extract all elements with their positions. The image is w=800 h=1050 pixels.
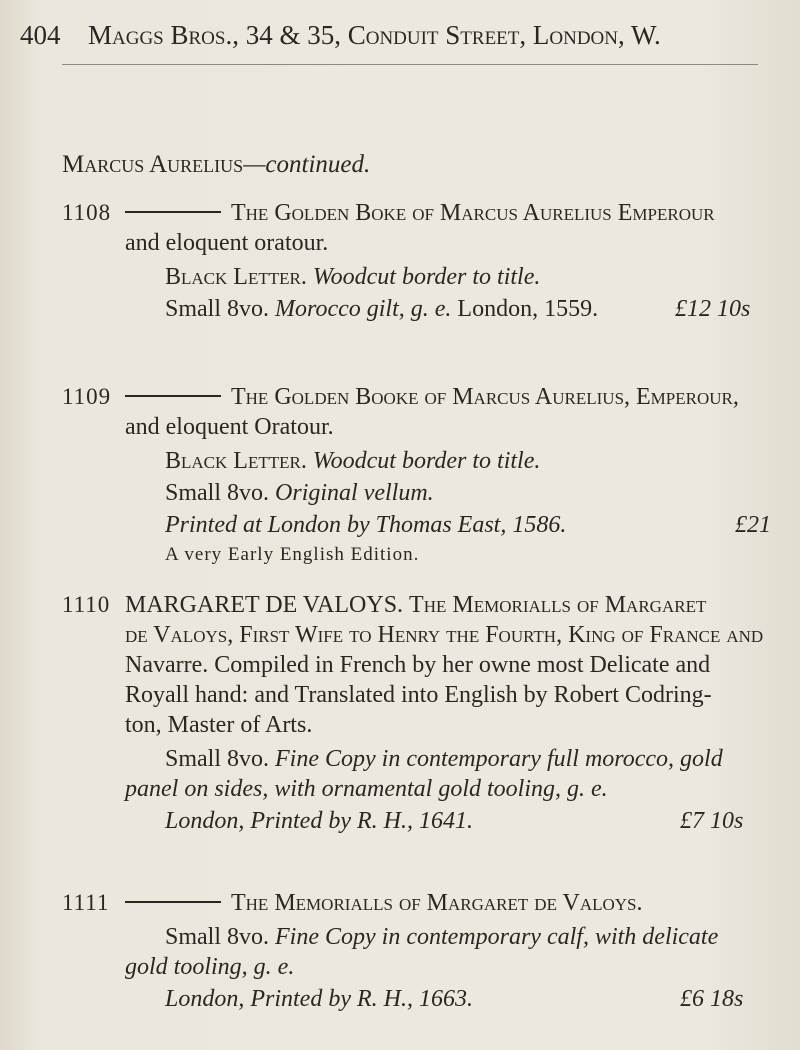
entry-title-line: The Memorialls of Margaret de Valoys. <box>125 888 790 918</box>
section-continued: —continued. <box>243 151 371 178</box>
entry-price: £21 <box>735 512 771 538</box>
entry-format-line: Small 8vo. Original vellum. <box>165 480 434 506</box>
entry-format-line: Small 8vo. Morocco gilt, g. e. London, 1559. <box>165 296 599 322</box>
entry-number: 1111 <box>62 890 110 915</box>
entry-letter-line: Black Letter. Woodcut border to title. <box>165 264 541 290</box>
entry-title-line: MARGARET DE VALOYS. The Memorialls of Margaret <box>125 592 707 618</box>
entry-price: £12 10s <box>675 296 751 322</box>
entry-imprint-line: Printed at London by Thomas East, 1586. <box>165 512 567 538</box>
entry-binding-line-1: Small 8vo. Fine Copy in contemporary full morocco, gold <box>165 746 723 772</box>
entry-imprint-line: London, Printed by R. H., 1641. <box>165 808 473 834</box>
entry-binding-line-1: Small 8vo. Fine Copy in contemporary calf, with delicate <box>165 924 719 950</box>
entry-body-line-4: Royall hand: and Translated into English by Robert Codring- <box>125 682 712 708</box>
entry-number: 1108 <box>62 200 112 225</box>
entry-title-line: The Golden Booke of Marcus Aurelius, Emperour, <box>125 382 790 412</box>
entry-price: £6 18s <box>680 986 744 1012</box>
entry-body-line-5: ton, Master of Arts. <box>125 712 313 738</box>
entry-title-line: The Golden Boke of Marcus Aurelius Emperour <box>125 198 790 228</box>
entry-binding-line-2: panel on sides, with ornamental gold tooling, g. e. <box>125 776 608 802</box>
entry-body-line-3: Navarre. Compiled in French by her owne most Delicate and <box>125 652 711 678</box>
entry-price: £7 10s <box>680 808 744 834</box>
ditto-dash <box>125 211 221 213</box>
entry-title-line-2: and eloquent Oratour. <box>125 414 334 440</box>
entry-imprint-line: London, Printed by R. H., 1663. <box>165 986 473 1012</box>
section-heading <box>62 150 370 180</box>
header-rule <box>62 64 758 65</box>
entry-letter-line: Black Letter. Woodcut border to title. <box>165 448 541 474</box>
ditto-dash <box>125 395 221 397</box>
publisher-line: Maggs Bros., 34 & 35, Conduit Street, London, W. <box>88 20 661 50</box>
entry-body-line-2: de Valoys, First Wife to Henry the Fourth, King of France and <box>125 622 764 648</box>
entry-note: A very Early English Edition. <box>165 544 420 565</box>
entry-title-line-2: and eloquent oratour. <box>125 230 329 256</box>
section-title: Marcus Aurelius <box>62 151 244 178</box>
entry-binding-line-2: gold tooling, g. e. <box>125 954 295 980</box>
ditto-dash <box>125 901 221 903</box>
entry-number: 1109 <box>62 384 112 409</box>
page-number: 404 <box>20 20 61 50</box>
entry-number: 1110 <box>62 592 111 617</box>
running-head <box>20 18 790 52</box>
